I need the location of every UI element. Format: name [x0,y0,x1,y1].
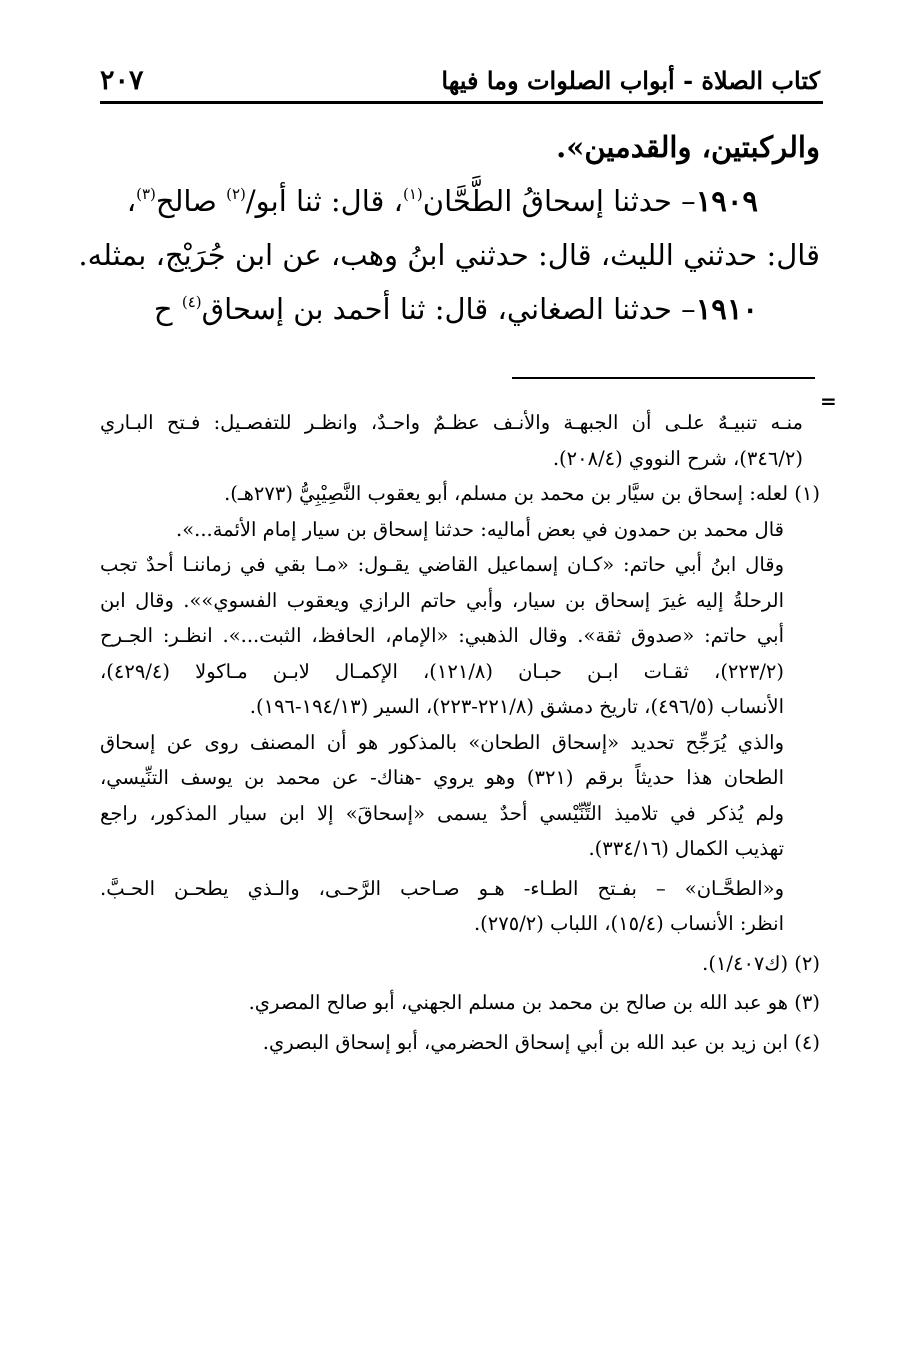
footnote-separator [512,377,815,379]
header-rule [100,101,823,104]
page-header [100,62,820,98]
footnote-line: (٢٢٣/٢)، ثقـات ابـن حبـان (١٢١/٨)، الإكمـال لابـن مـاكولا (٤٢٩/٤)، [100,659,784,683]
footnote-line: والذي يُرَجِّح تحديد «إسحاق الطحان» بالمذكور هو أن المصنف روى عن إسحاق [100,730,784,754]
footnote-ref-2: (٢) [226,185,246,203]
footnote-1: (١) لعله: إسحاق بن سيَّار بن محمد بن مسلم، أبو يعقوب النَّصِيْبِيُّ (٢٧٣هـ). [224,482,820,505]
footnote-line: وقال ابنُ أبي حاتم: «كـان إسماعيل القاضي يقـول: «مـا بقي في زماننـا أحدٌ تجب [100,553,784,576]
page-number: ٢٠٧ [100,64,144,96]
running-head: كتاب الصلاة - أبواب الصلوات وما فيها [441,65,820,95]
hadith-1909-text: صالح [155,184,227,218]
footnote-line: انظر: الأنساب (١٥/٤)، اللباب (٢٧٥/٢). [473,912,784,935]
footnote-4: (٤) ابن زيد بن عبد الله بن أبي إسحاق الحضرمي، أبو إسحاق البصري. [262,1030,820,1054]
continuation-mark: = [820,389,837,413]
hadith-1909-text: – حدثنا إسحاقُ الطَّحَّان [422,184,696,218]
main-line-3: قال: حدثني الليث، قال: حدثني ابنُ وهب، عن ابن جُرَيْج، بمثله. [78,238,820,272]
footnote-2: (٢) (ك١/٤٠٧). [702,951,820,975]
footnote-ref-3: (٣) [136,185,156,203]
hadith-1910-text: – حدثنا الصغاني، قال: ثنا أحمد بن إسحاق [201,292,696,326]
hadith-1909-text: ، [126,184,137,218]
hadith-1909 [100,174,820,228]
footnote-line: أبي حاتم: «صدوق ثقة». وقال الذهبي: «الإمام، الحافظ، الثبت...». انظـر: الجـرح [100,624,784,647]
hadith-1909-text: ، قال: ثنا أبو/ [245,184,403,218]
hadith-1910-text: ح [153,292,182,326]
hadith-number-1909: ١٩٠٩ [695,184,758,218]
footnote-line: تهذيب الكمال (٣٣٤/١٦). [588,837,784,860]
footnote-line: ولم يُذكر في تلاميذ التِّنِّيْسي أحدٌ يسمى «إسحاقَ» إلا ابن سيار المذكور، راجع [100,801,784,825]
footnote-ref-1: (١) [402,185,423,203]
footnote-line: و«الطحَّـان» – بفـتح الطـاء- هـو صـاحب الرَّحـى، والـذي يطحـن الحـبَّ. [100,876,784,900]
footnote-line: الرحلةُ إليه غيرَ إسحاق بن سيار، وأبي حاتم الرازي ويعقوب الفسوي»». وقال ابن [100,588,784,612]
footnote-ref-4: (٤) [181,293,202,311]
hadith-1910 [100,282,820,336]
footnote-line: منـه تنبيـهٌ علـى أن الجبهـة والأنـف عظـمٌ واحـدٌ، وانظـر للتفصـيل: فـتح البـاري [100,411,803,434]
footnote-3: (٣) هو عبد الله بن صالح بن محمد بن مسلم الجهني، أبو صالح المصري. [248,991,820,1014]
main-line-1: والركبتين، والقدمين». [556,130,820,164]
footnote-line: (٣٤٦/٢)، شرح النووي (٢٠٨/٤). [552,446,803,470]
footnote-line: قال محمد بن حمدون في بعض أماليه: حدثنا إسحاق بن سيار إمام الأئمة...». [176,517,784,541]
main-text [78,120,820,336]
footnote-line: الطحان هذا حديثاً برقم (٣٢١) وهو يروي -هناك- عن محمد بن يوسف التنِّيسي، [100,766,785,789]
footnote-line: الأنساب (٤٩٦/٥)، تاريخ دمشق (٢٢١/٨-٢٢٣)، السير (١٩٤/١٣-١٩٦). [249,695,784,718]
footnotes [100,405,820,1060]
hadith-number-1910: ١٩١٠ [695,292,758,326]
